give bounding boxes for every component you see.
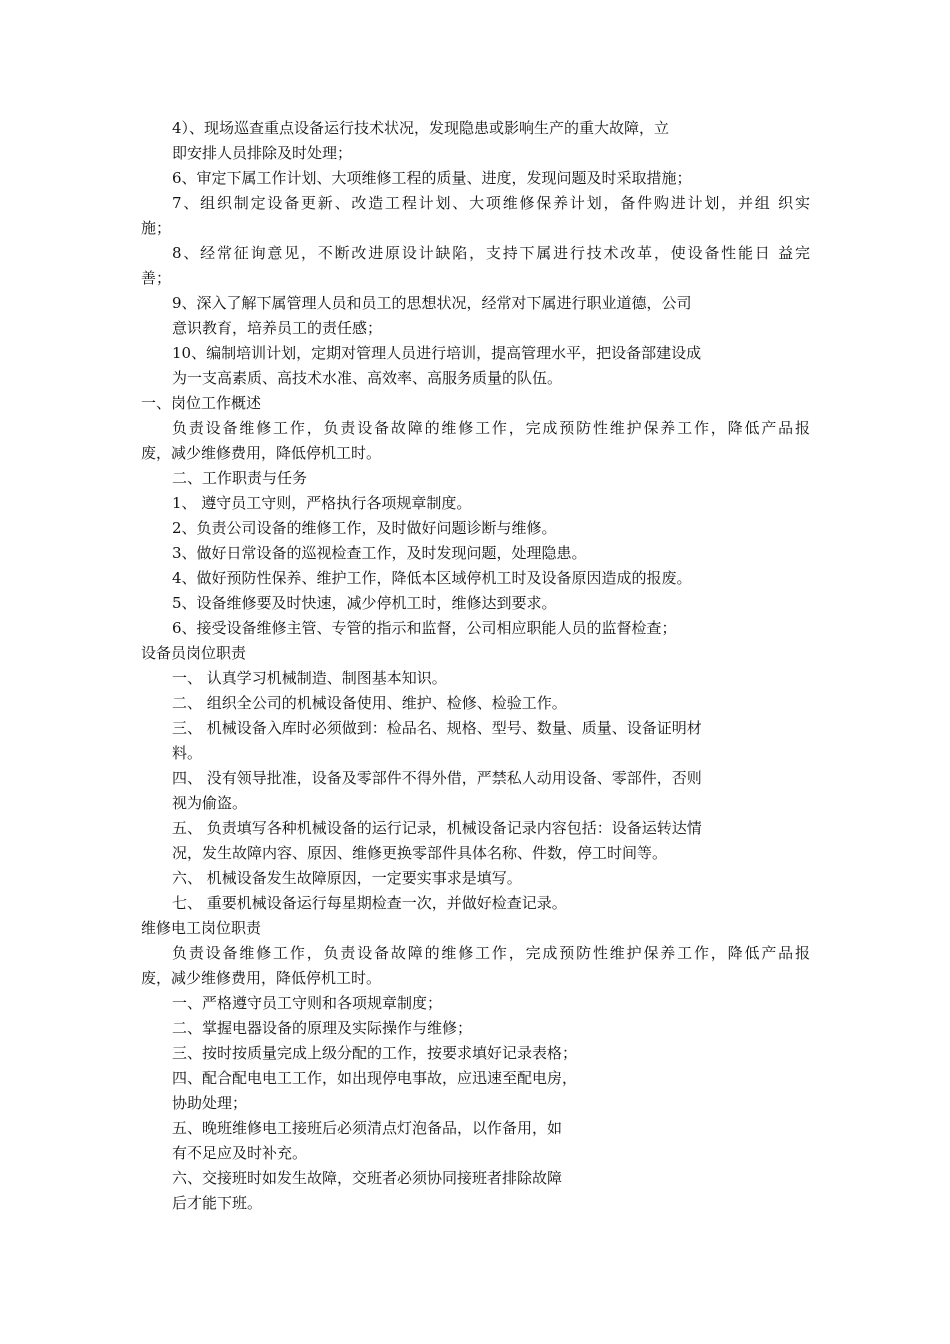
list-item: 四、配合配电电工工作，如出现停电事故，应迅速至配电房， bbox=[172, 1069, 578, 1087]
text-line: 施； bbox=[141, 219, 172, 237]
list-item: 1、 遵守员工守则，严格执行各项规章制度。 bbox=[172, 494, 472, 512]
list-item: 二、 组织全公司的机械设备使用、维护、检修、检验工作。 bbox=[172, 694, 567, 712]
section-heading: 设备员岗位职责 bbox=[141, 644, 247, 662]
list-item: 6、接受设备维修主管、专管的指示和监督，公司相应职能人员的监督检查； bbox=[172, 619, 677, 637]
text-line: 即安排人员排除及时处理； bbox=[172, 144, 353, 162]
list-item: 五、 负责填写各种机械设备的运行记录，机械设备记录内容包括：设备运转达情 bbox=[172, 819, 702, 837]
text-line: 7、组织制定设备更新、改造工程计划、大项维修保养计划，备件购进计划，并组 织实 bbox=[172, 194, 810, 212]
text-line: 有不足应及时补充。 bbox=[172, 1144, 308, 1162]
text-line: 后才能下班。 bbox=[172, 1194, 263, 1212]
text-line: 为一支高素质、高技术水准、高效率、高服务质量的队伍。 bbox=[172, 369, 563, 387]
text-line: 况，发生故障内容、原因、维修更换零部件具体名称、件数，停工时间等。 bbox=[172, 844, 668, 862]
list-item: 一、严格遵守员工守则和各项规章制度； bbox=[172, 994, 443, 1012]
list-item: 二、掌握电器设备的原理及实际操作与维修； bbox=[172, 1019, 473, 1037]
text-line: 废，减少维修费用，降低停机工时。 bbox=[141, 969, 382, 987]
text-line: 9、深入了解下属管理人员和员工的思想状况，经常对下属进行职业道德，公司 bbox=[172, 294, 692, 312]
list-item: 四、 没有领导批准，设备及零部件不得外借，严禁私人动用设备、零部件，否则 bbox=[172, 769, 702, 787]
list-item: 七、 重要机械设备运行每星期检查一次，并做好检查记录。 bbox=[172, 894, 567, 912]
section-heading: 二、工作职责与任务 bbox=[172, 469, 308, 487]
list-item: 五、晚班维修电工接班后必须清点灯泡备品，以作备用，如 bbox=[172, 1119, 563, 1137]
text-line: 善； bbox=[141, 269, 172, 287]
text-line: 6、审定下属工作计划、大项维修工程的质量、进度，发现问题及时采取措施； bbox=[172, 169, 692, 187]
section-heading: 维修电工岗位职责 bbox=[141, 919, 262, 937]
text-line: 负责设备维修工作，负责设备故障的维修工作，完成预防性维护保养工作，降低产品报 bbox=[172, 944, 810, 962]
list-item: 3、做好日常设备的巡视检查工作，及时发现问题，处理隐患。 bbox=[172, 544, 587, 562]
text-line: 意识教育，培养员工的责任感； bbox=[172, 319, 383, 337]
text-line: 负责设备维修工作，负责设备故障的维修工作，完成预防性维护保养工作，降低产品报 bbox=[172, 419, 810, 437]
list-item: 六、 机械设备发生故障原因，一定要实事求是填写。 bbox=[172, 869, 522, 887]
list-item: 三、 机械设备入库时必须做到：检品名、规格、型号、数量、质量、设备证明材 bbox=[172, 719, 702, 737]
list-item: 5、设备维修要及时快速，减少停机工时，维修达到要求。 bbox=[172, 594, 557, 612]
section-heading: 一、岗位工作概述 bbox=[141, 394, 262, 412]
text-line: 4）、现场巡查重点设备运行技术状况，发现隐患或影响生产的重大故障，立 bbox=[172, 119, 670, 137]
list-item: 2、负责公司设备的维修工作，及时做好问题诊断与维修。 bbox=[172, 519, 557, 537]
list-item: 三、按时按质量完成上级分配的工作，按要求填好记录表格； bbox=[172, 1044, 578, 1062]
text-line: 视为偷盗。 bbox=[172, 794, 248, 812]
text-line: 料。 bbox=[172, 744, 203, 762]
list-item: 六、交接班时如发生故障，交班者必须协同接班者排除故障 bbox=[172, 1169, 563, 1187]
text-line: 10、编制培训计划，定期对管理人员进行培训，提高管理水平，把设备部建设成 bbox=[172, 344, 702, 362]
list-item: 一、 认真学习机械制造、制图基本知识。 bbox=[172, 669, 447, 687]
text-line: 协助处理； bbox=[172, 1094, 248, 1112]
text-line: 8、经常征询意见，不断改进原设计缺陷，支持下属进行技术改革，使设备性能日 益完 bbox=[172, 244, 810, 262]
list-item: 4、做好预防性保养、维护工作，降低本区域停机工时及设备原因造成的报废。 bbox=[172, 569, 692, 587]
text-line: 废，减少维修费用，降低停机工时。 bbox=[141, 444, 382, 462]
